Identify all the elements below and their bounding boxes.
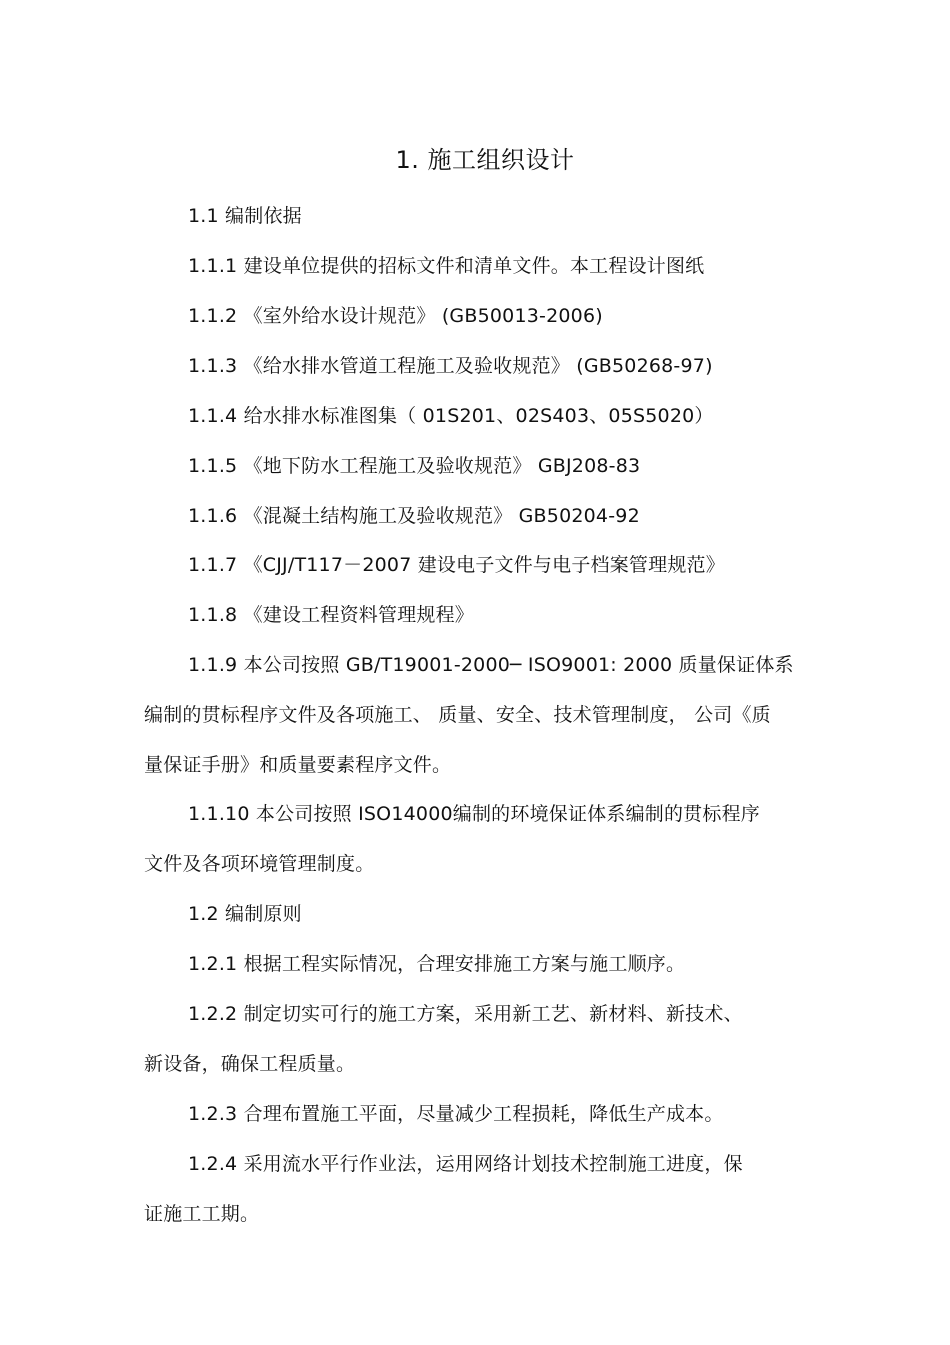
- paragraph-1-1-10-continuation: 文件及各项环境管理制度。: [144, 853, 375, 875]
- paragraph-1-1-4: 1.1.4 给水排水标准图集（ 01S201、02S403、05S5020）: [188, 405, 714, 427]
- paragraph-1-1-6: 1.1.6 《混凝土结构施工及验收规范》 GB50204-92: [188, 505, 640, 527]
- paragraph-1-1-5: 1.1.5 《地下防水工程施工及验收规范》 GBJ208-83: [188, 455, 641, 477]
- paragraph-1-1-8: 1.1.8 《建设工程资料管理规程》: [188, 604, 474, 626]
- paragraph-1-2-2: 1.2.2 制定切实可行的施工方案，采用新工艺、新材料、新技术、: [188, 1003, 743, 1025]
- paragraph-1-2-4-continuation: 证施工工期。: [144, 1203, 260, 1225]
- paragraph-1-1-9-end: 量保证手册》和质量要素程序文件。: [144, 754, 452, 776]
- paragraph-1-2-1: 1.2.1 根据工程实际情况，合理安排施工方案与施工顺序。: [188, 953, 686, 975]
- paragraph-1-1-9-continuation: 编制的贯标程序文件及各项施工、 质量、安全、技术管理制度， 公司《质: [144, 704, 771, 726]
- paragraph-1-1-3: 1.1.3 《给水排水管道工程施工及验收规范》 (GB50268-97): [188, 355, 713, 377]
- page-title: 1. 施工组织设计: [395, 146, 575, 174]
- paragraph-1-1-9: 1.1.9 本公司按照 GB/T19001-2000─ ISO9001: 2000 质量保证体系: [188, 654, 794, 676]
- section-heading-1-2: 1.2 编制原则: [188, 903, 302, 925]
- paragraph-1-2-3: 1.2.3 合理布置施工平面，尽量减少工程损耗，降低生产成本。: [188, 1103, 724, 1125]
- paragraph-1-1-2: 1.1.2 《室外给水设计规范》 (GB50013-2006): [188, 305, 603, 327]
- paragraph-1-1-7: 1.1.7 《CJJ/T117－2007 建设电子文件与电子档案管理规范》: [188, 554, 725, 576]
- section-heading-1-1: 1.1 编制依据: [188, 205, 302, 227]
- paragraph-1-2-2-continuation: 新设备，确保工程质量。: [144, 1053, 356, 1075]
- paragraph-1-1-1: 1.1.1 建设单位提供的招标文件和清单文件。本工程设计图纸: [188, 255, 705, 277]
- paragraph-1-2-4: 1.2.4 采用流水平行作业法，运用网络计划技术控制施工进度，保: [188, 1153, 743, 1175]
- paragraph-1-1-10: 1.1.10 本公司按照 ISO14000编制的环境保证体系编制的贯标程序: [188, 803, 760, 825]
